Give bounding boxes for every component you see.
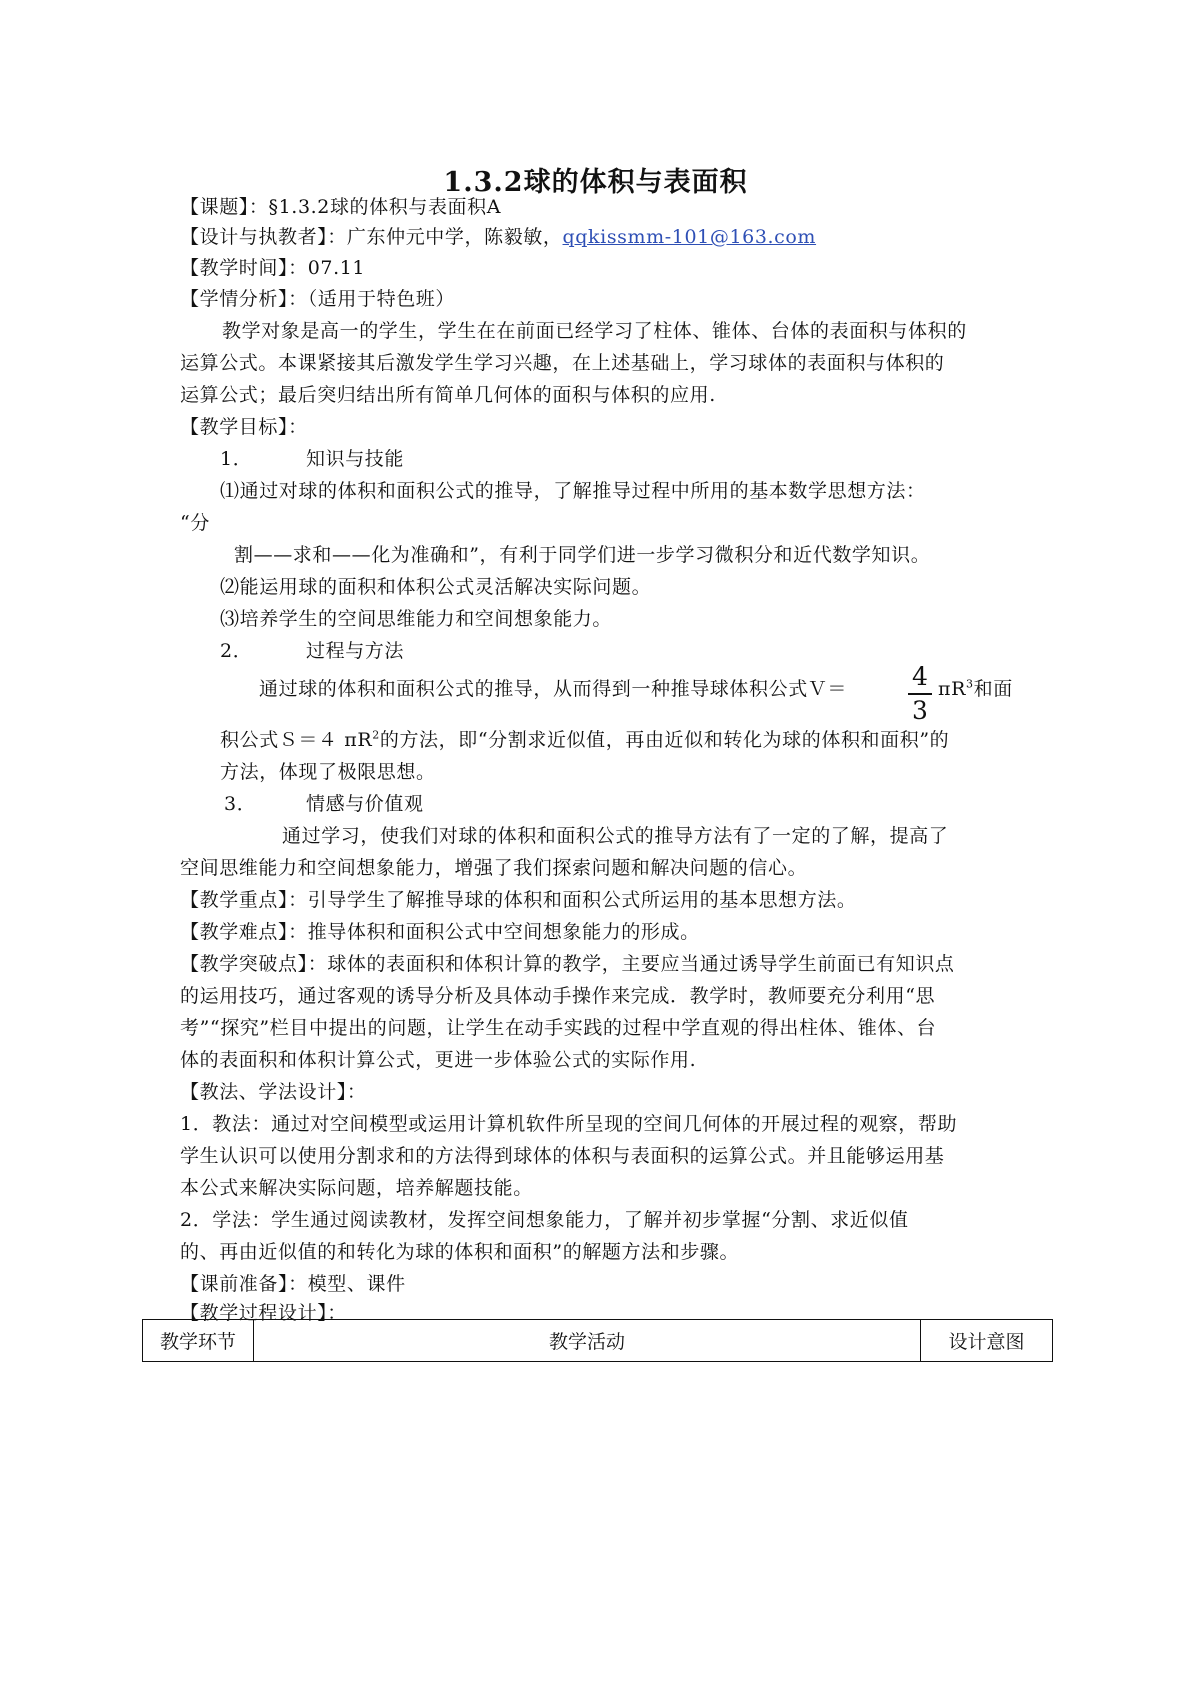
- key-point-line: [180, 887, 857, 913]
- formula-area: 积公式Ｓ＝４ πR: [220, 729, 373, 751]
- analysis-heading: [180, 286, 455, 312]
- page-title: 1.3.2球的体积与表面积: [443, 167, 748, 198]
- lesson-line: [180, 194, 501, 220]
- goal-1-text: ⑵能运用球的面积和体积公式灵活解决实际问题。: [220, 576, 652, 598]
- goal-1-text: ⑴通过对球的体积和面积公式的推导，了解推导过程中所用的基本数学思想方法：: [220, 480, 926, 502]
- key-point-value: 引导学生了解推导球的体积和面积公式所运用的基本思想方法。: [307, 889, 857, 911]
- time-label: 【教学时间】：: [180, 257, 308, 279]
- goal-2-text: [220, 727, 949, 753]
- formula-pi-r: πR: [938, 678, 966, 700]
- key-point-label: 【教学重点】：: [180, 889, 308, 911]
- goal-1-text: ⑶培养学生的空间思维能力和空间想象能力。: [220, 608, 613, 630]
- analysis-label: 【学情分析】：: [180, 288, 308, 310]
- fraction-bar: [908, 693, 932, 695]
- goal-2-text: 方法，体现了极限思想。: [220, 761, 436, 783]
- formula-exponent: 2: [372, 728, 380, 742]
- prep-value: 模型、课件: [307, 1273, 406, 1295]
- analysis-text: 运算公式；最后突归结出所有简单几何体的面积与体积的应用.: [180, 384, 716, 406]
- breakthrough-line: [180, 951, 955, 977]
- goal-3-text: 通过学习，使我们对球的体积和面积公式的推导方法有了一定的了解，提高了: [282, 825, 949, 847]
- goal-1-text: “分: [180, 512, 210, 534]
- goal-1-title: 知识与技能: [306, 448, 405, 470]
- goal-2-text-tail: 的方法，即“分割求近似值，再由近似和转化为球的体积和面积”的: [379, 729, 950, 751]
- formula-exponent: 3: [966, 677, 974, 691]
- table-header-cell: 设计意图: [921, 1320, 1053, 1362]
- author-value: 广东仲元中学，陈毅敏，: [346, 226, 563, 248]
- table-header-row: [143, 1320, 1053, 1362]
- goal-2-formula-post: [938, 676, 1013, 702]
- methods-text: 学生认识可以使用分割求和的方法得到球体的体积与表面积的运算公式。并且能够运用基: [180, 1145, 945, 1167]
- goal-3-number: 3．: [224, 793, 257, 815]
- difficulty-line: [180, 919, 700, 945]
- analysis-text: 教学对象是高一的学生，学生在在前面已经学习了柱体、锥体、台体的表面积与体积的: [222, 320, 967, 342]
- process-heading: 【教学过程设计】：: [180, 1302, 347, 1324]
- analysis-note: （适用于特色班）: [307, 288, 456, 310]
- analysis-text: 运算公式。本课紧接其后激发学生学习兴趣，在上述基础上，学习球体的表面积与体积的: [180, 352, 945, 374]
- breakthrough-value: 球体的表面积和体积计算的教学，主要应当通过诱导学生前面已有知识点: [327, 953, 955, 975]
- author-line: [180, 224, 816, 250]
- time-line: [180, 255, 365, 281]
- methods-text: 2．学法：学生通过阅读教材，发挥空间想象能力，了解并初步掌握“分割、求近似值: [180, 1209, 909, 1231]
- methods-heading: 【教法、学法设计】：: [180, 1081, 367, 1103]
- lesson-value: §1.3.2球的体积与表面积A: [268, 196, 502, 218]
- methods-text: 本公式来解决实际问题，培养解题技能。: [180, 1177, 533, 1199]
- breakthrough-text: 的运用技巧，通过客观的诱导分析及具体动手操作来完成．教学时，教师要充分利用“思: [180, 985, 936, 1007]
- methods-text: 的、再由近似值的和转化为球的体积和面积”的解题方法和步骤。: [180, 1241, 740, 1263]
- author-label: 【设计与执教者】：: [180, 226, 347, 248]
- goal-2-number: 2．: [220, 640, 253, 662]
- breakthrough-label: 【教学突破点】：: [180, 953, 328, 975]
- difficulty-value: 推导体积和面积公式中空间想象能力的形成。: [307, 921, 700, 943]
- goal-1-text: 割——求和——化为准确和”，有利于同学们进一步学习微积分和近代数学知识。: [234, 544, 931, 566]
- prep-line: [180, 1271, 406, 1297]
- process-table: [142, 1319, 1053, 1362]
- goal-2-title: 过程与方法: [306, 640, 405, 662]
- fraction-numerator: 4: [912, 662, 928, 691]
- goal-3-title: 情感与价值观: [306, 793, 424, 815]
- table-header-cell: 教学活动: [254, 1320, 921, 1362]
- methods-text: 1．教法：通过对空间模型或运用计算机软件所呈现的空间几何体的开展过程的观察，帮助: [180, 1113, 958, 1135]
- breakthrough-text: 体的表面积和体积计算公式，更进一步体验公式的实际作用.: [180, 1049, 697, 1071]
- time-value: 07.11: [307, 257, 366, 279]
- goal-2-formula-pre: 通过球的体积和面积公式的推导，从而得到一种推导球体积公式Ｖ＝: [259, 678, 848, 700]
- objectives-heading: 【教学目标】：: [180, 416, 308, 438]
- goal-1-number: 1．: [220, 448, 253, 470]
- lesson-label: 【课题】：: [180, 196, 269, 218]
- fraction-denominator: 3: [912, 695, 928, 725]
- formula-tail: 和面: [973, 678, 1013, 700]
- prep-label: 【课前准备】：: [180, 1273, 308, 1295]
- fraction-four-thirds: [908, 662, 932, 726]
- table-header-cell: 教学环节: [143, 1320, 254, 1362]
- breakthrough-text: 考”“探究”栏目中提出的问题，让学生在动手实践的过程中学直观的得出柱体、锥体、台: [180, 1017, 937, 1039]
- goal-3-text: 空间思维能力和空间想象能力，增强了我们探索问题和解决问题的信心。: [180, 857, 808, 879]
- author-email-link[interactable]: qqkissmm-101@163.com: [562, 226, 817, 248]
- difficulty-label: 【教学难点】：: [180, 921, 308, 943]
